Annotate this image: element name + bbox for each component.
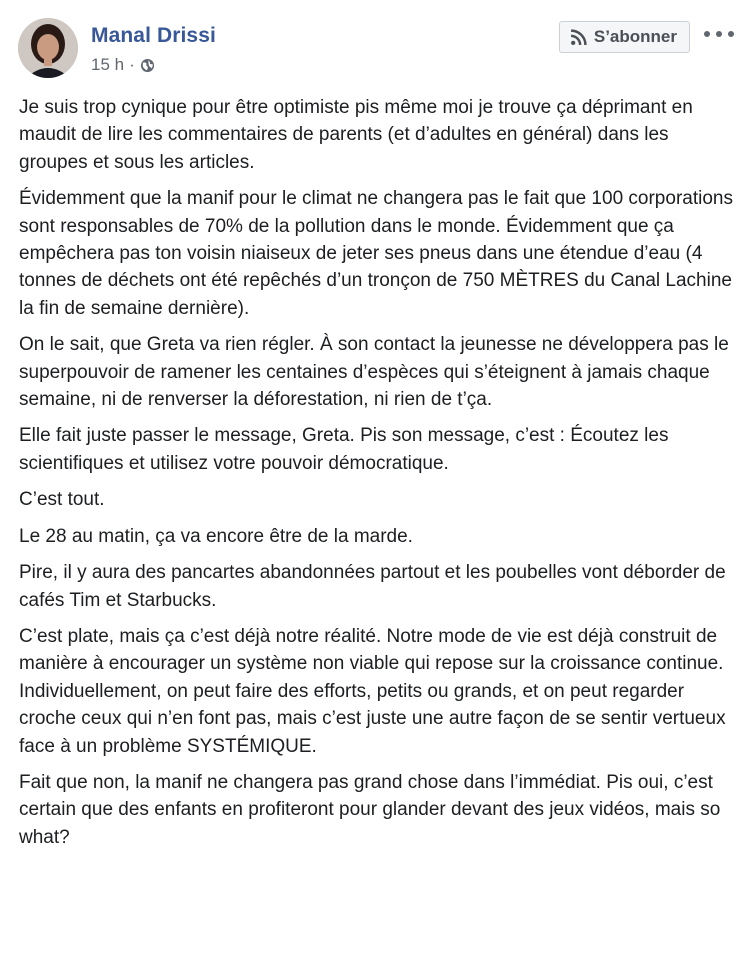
post-body xyxy=(19,94,737,860)
post-paragraph: Pire, il y aura des pancartes abandonnées partout et les poubelles vont déborder de cafés Tim et Starbucks. xyxy=(19,562,726,611)
more-options-icon[interactable] xyxy=(704,24,734,44)
post-paragraph: Évidemment que la manif pour le climat ne changera pas le fait que 100 corporations sont responsables de 70% de la pollution dans le monde. Évidemment que ça empêchera pas ton voisin niaiseux de jeter ses pneus dans une étendue d’eau (4 tonnes de déchets ont été repêchés d’un tronçon de 750 MÈTRES du Canal Lachine la fin de semaine dernière). xyxy=(19,188,733,319)
post-meta xyxy=(91,55,155,75)
subscribe-label: S’abonner xyxy=(593,27,677,46)
post-paragraph: Elle fait juste passer le message, Greta. Pis son message, c’est : Écoutez les scientifiques et utilisez votre pouvoir démocratique. xyxy=(19,425,669,474)
rss-icon xyxy=(570,29,587,46)
post-timestamp[interactable]: 15 h xyxy=(91,55,125,74)
post-paragraph: Le 28 au matin, ça va encore être de la marde. xyxy=(19,525,413,547)
post-paragraph: On le sait, que Greta va rien régler. À son contact la jeunesse ne développera pas le superpouvoir de ramener les centaines d’espèces qui s’éteignent à jamais chaque semaine, ni de renverser la déforestation, ni rien de t’ça. xyxy=(19,334,729,411)
avatar[interactable] xyxy=(18,18,78,78)
post-paragraph: Fait que non, la manif ne changera pas grand chose dans l’immédiat. Pis oui, c’est certain que des enfants en profiteront pour glander devant des jeux vidéos, mais so what? xyxy=(19,771,721,848)
more-dot xyxy=(728,31,734,37)
post-paragraph: Je suis trop cynique pour être optimiste pis même moi je trouve ça déprimant en maudit de lire les commentaires de parents (et d’adultes en général) dans les groupes et sous les articles. xyxy=(19,97,693,173)
more-dot xyxy=(704,31,710,37)
globe-icon[interactable] xyxy=(140,58,155,73)
author-name[interactable]: Manal Drissi xyxy=(91,24,216,47)
post-header xyxy=(18,18,736,82)
post-paragraph: C’est plate, mais ça c’est déjà notre réalité. Notre mode de vie est déjà construit de manière à encourager un système non viable qui repose sur la croissance continue. Individuellement, on peut faire des efforts, petits ou grands, et on peut regarder croche ceux qui n’en font pas, mais c’est juste une autre façon de se sentir vertueux face à un problème SYSTÉMIQUE. xyxy=(19,625,726,757)
avatar-image xyxy=(18,18,78,78)
subscribe-button[interactable] xyxy=(559,21,690,53)
more-dot xyxy=(716,31,722,37)
post-paragraph: C’est tout. xyxy=(19,489,105,511)
meta-separator: · xyxy=(129,55,135,74)
